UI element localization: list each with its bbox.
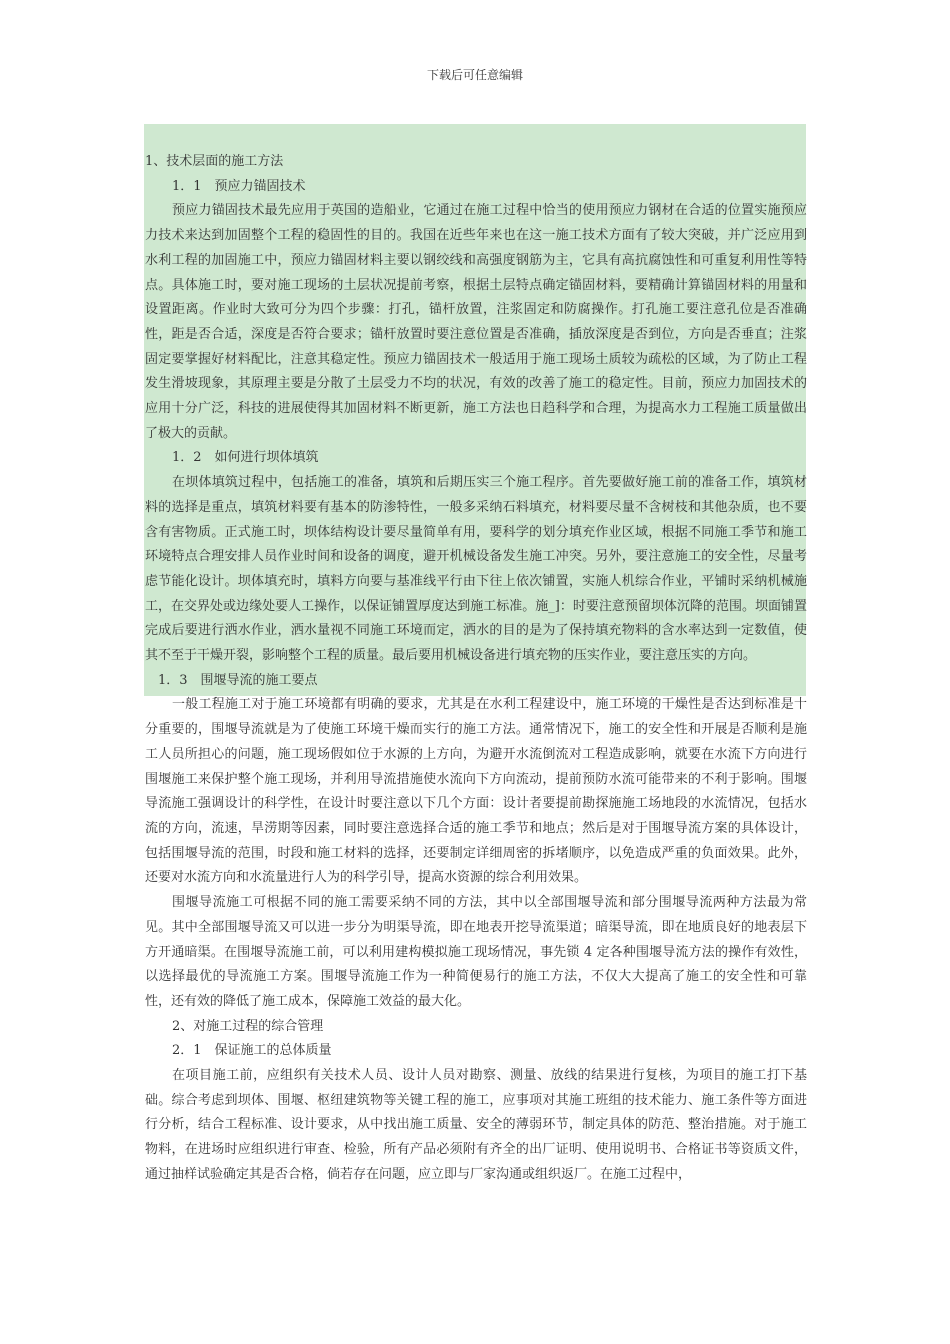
section-2-1-title: 2．1 保证施工的总体质量	[172, 1043, 332, 1059]
section-2-1-body: 在项目施工前，应组织有关技术人员、设计人员对勘察、测量、放线的结果进行复核，为项目的施工打下基础。综合考虑到坝体、围堰、枢纽建筑物等关键工程的施工，应事项对其施工班组的技术能力、施工条件等方面进行分析，结合工程标准、设计要求，从中找出施工质量、安全的薄弱环节，制定具体的防范、整治措施。对于施工物料，在进场时应组织进行审查、检验，所有产品必须附有齐全的出厂证明、使用说明书、合格证书等资质文件，通过抽样试验确定其是否合格，倘若存在问题，应立即与厂家沟通或组织返厂。在施工过程中，	[145, 1068, 807, 1182]
page-header: 下载后可任意编辑	[426, 68, 523, 82]
section-2-title: 2、对施工过程的综合管理	[172, 1018, 324, 1034]
section-1-2-body: 在坝体填筑过程中，包括施工的准备，填筑和后期压实三个施工程序。首先要做好施工前的准备工作，填筑材料的选择是重点，填筑材料要有基本的防渗特性，一般多采纳石料填充，材料要尽量不含树枝和其他杂质，也不要含有害物质。正式施工时，坝体结构设计要尽量简单有用，要科学的划分填充作业区域，根据不同施工季节和施工环境特点合理安排人员作业时间和设备的调度，避开机械设备发生施工冲突。另外，要注意施工的安全性，尽量考虑节能化设计。坝体填充时，填料方向要与基准线平行由下往上依次铺置，实施人机综合作业，平铺时采纳机械施工，在交界处或边缘处要人工操作，以保证铺置厚度达到施工标准。施_]：时要注意预留坝体沉降的范围。坝面铺置完成后要进行洒水作业，洒水量视不同施工环境而定，洒水的目的是为了保持填充物料的含水率达到一定数值，使其不至于干燥开裂，影响整个工程的质量。最后要用机械设备进行填充物的压实作业，要注意压实的方向。	[145, 475, 807, 664]
section-1-3-body-2: 围堰导流施工可根据不同的施工需要采纳不同的方法，其中以全部围堰导流和部分围堰导流两种方法最为常见。其中全部围堰导流又可以进一步分为明渠导流，即在地表开挖导流渠道；暗渠导流，即在地质良好的地表层下方开通暗渠。在围堰导流施工前，可以利用建构模拟施工现场情况，事先锁 4 定各种围堰导流方法的操作有效性，以选择最优的导流施工方案。围堰导流施工作为一种简便易行的施工方法，不仅大大提高了施工的安全性和可靠性，还有效的降低了施工成本，保障施工效益的最大化。	[145, 895, 807, 1009]
section-1-1-body: 预应力锚固技术最先应用于英国的造船业，它通过在施工过程中恰当的使用预应力钢材在合适的位置实施预应力技术来达到加固整个工程的稳固性的目的。我国在近些年来也在这一施工技术方面有了较大突破，并广泛应用到水利工程的加固施工中，预应力锚固材料主要以钢绞线和高强度钢筋为主，它具有高抗腐蚀性和可重复利用性等特点。具体施工时，要对施工现场的土层状况提前考察，根据土层特点确定锚固材料，要精确计算锚固材料的用量和设置距离。作业时大致可分为四个步骤：打孔，锚杆放置，注浆固定和防腐操作。打孔施工要注意孔位是否准确性，距是否合适，深度是否符合要求；锚杆放置时要注意位置是否准确，插放深度是否到位，方向是否垂直；注浆固定要掌握好材料配比，注意其稳定性。预应力锚固技术一般适用于施工现场土质较为疏松的区域，为了防止工程发生滑坡现象，其原理主要是分散了土层受力不均的状况，有效的改善了施工的稳定性。目前，预应力加固技术的应用十分广泛，科技的进展使得其加固材料不断更新，施工方法也日趋科学和合理，为提高水力工程施工质量做出了极大的贡献。	[145, 203, 807, 441]
section-1-2-title: 1．2 如何进行坝体填筑	[172, 450, 319, 466]
document-body	[145, 150, 807, 1188]
section-1-3-title: 1．3 围堰导流的施工要点	[158, 672, 318, 688]
section-1-3-body-1: 一般工程施工对于施工环境都有明确的要求，尤其是在水利工程建设中，施工环境的干燥性是否达到标准是十分重要的，围堰导流就是为了使施工环境干燥而实行的施工方法。通常情况下，施工的安全性和开展是否顺利是施工人员所担心的问题，施工现场假如位于水源的上方向，为避开水流倒流对工程造成影响，就要在水流下方向进行围堰施工来保护整个施工现场，并利用导流措施使水流向下方向流动，提前预防水流可能带来的不利于影响。围堰导流施工强调设计的科学性，在设计时要注意以下几个方面：设计者要提前勘探施施工场地段的水流情况，包括水流的方向，流速，旱涝期等因素，同时要注意选择合适的施工季节和地点；然后是对于围堰导流方案的具体设计，包括围堰导流的范围，时段和施工材料的选择，还要制定详细周密的拆堵顺序，以免造成严重的负面效果。此外，还要对水流方向和水流量进行人为的科学引导，提高水资源的综合利用效果。	[145, 697, 807, 886]
section-1-1-title: 1．1 预应力锚固技术	[172, 178, 306, 194]
section-1-title: 1、技术层面的施工方法	[145, 154, 284, 169]
